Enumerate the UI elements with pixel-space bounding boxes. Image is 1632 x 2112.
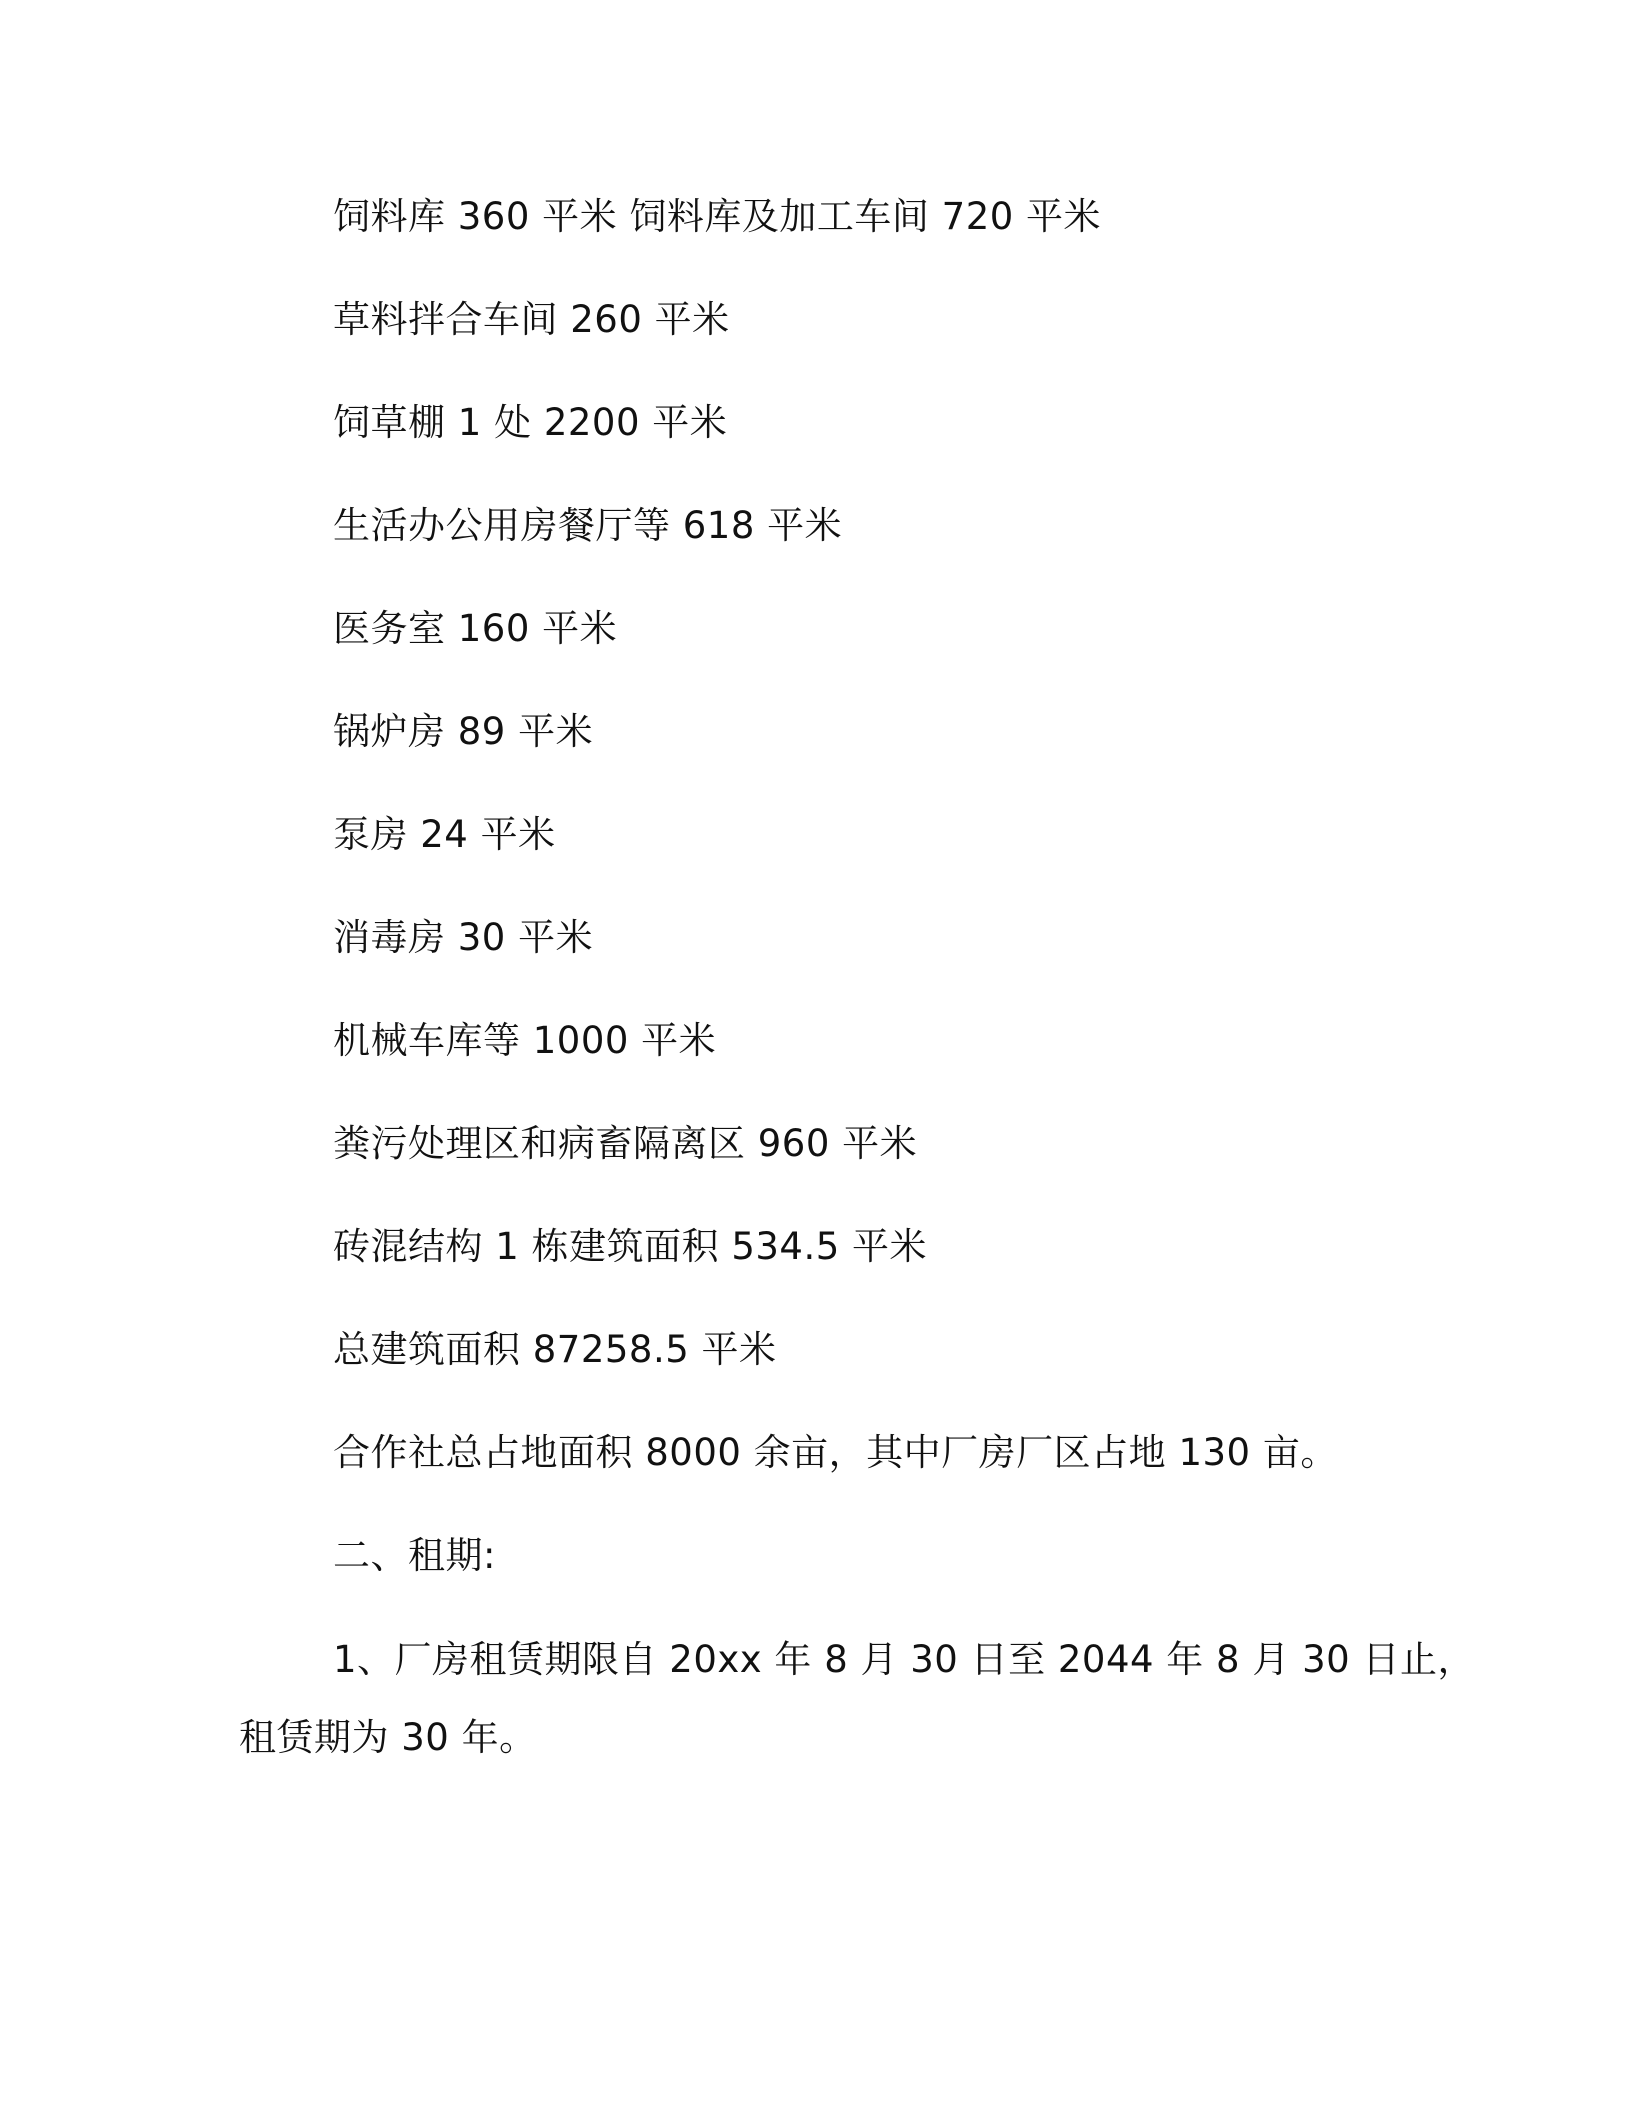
text-line-lease-period: 1、厂房租赁期限自 20xx 年 8 月 30 日至 2044 年 8 月 30 日止， [333, 1638, 1475, 1681]
text-line-brick-building: 砖混结构 1 栋建筑面积 534.5 平米 [333, 1225, 928, 1268]
text-line-pump-room: 泵房 24 平米 [333, 813, 556, 856]
text-line-feed-storage: 饲料库 360 平米 饲料库及加工车间 720 平米 [333, 195, 1102, 238]
text-line-total-area: 总建筑面积 87258.5 平米 [333, 1328, 777, 1371]
text-line-medical-room: 医务室 160 平米 [333, 607, 618, 650]
text-line-boiler-room: 锅炉房 89 平米 [333, 710, 594, 753]
text-line-mixing-workshop: 草料拌合车间 260 平米 [333, 298, 730, 341]
text-line-cooperative-area: 合作社总占地面积 8000 余亩，其中厂房厂区占地 130 亩。 [333, 1431, 1338, 1474]
text-line-disinfection-room: 消毒房 30 平米 [333, 916, 594, 959]
text-line-office-housing: 生活办公用房餐厅等 618 平米 [333, 504, 843, 547]
text-line-waste-isolation: 粪污处理区和病畜隔离区 960 平米 [333, 1122, 918, 1165]
text-line-forage-shed: 饲草棚 1 处 2200 平米 [333, 401, 728, 444]
text-line-machinery-garage: 机械车库等 1000 平米 [333, 1019, 717, 1062]
section-heading-lease-term: 二、租期: [333, 1534, 496, 1577]
text-line-lease-duration: 租赁期为 30 年。 [239, 1716, 537, 1759]
